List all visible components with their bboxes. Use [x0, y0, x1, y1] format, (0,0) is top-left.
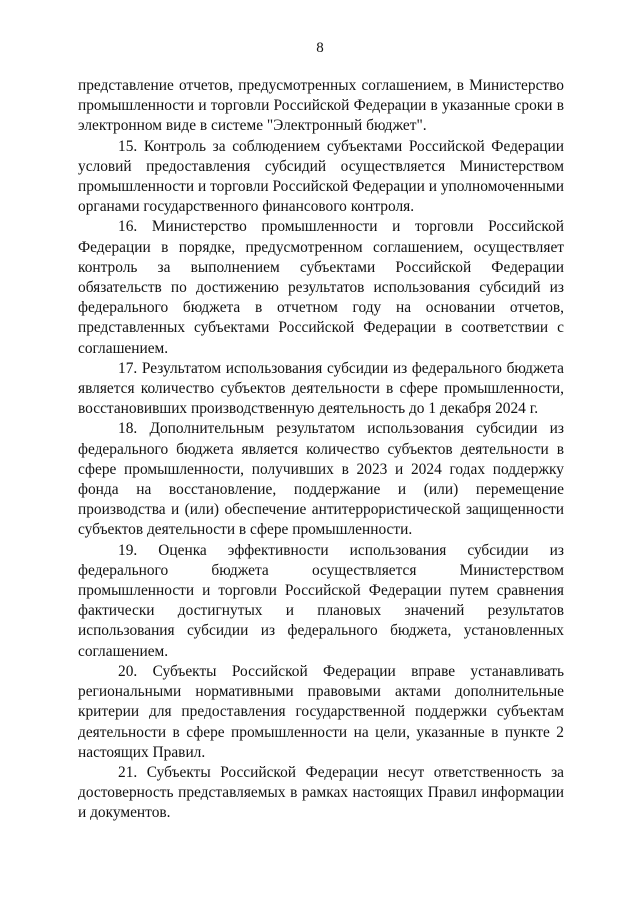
page-number: 8 [316, 40, 324, 56]
paragraph-15: 15. Контроль за соблюдением субъектами Российской Федерации условий предоставления субсидий осуществляется Министерством промышленности и торговли Российской Федерации и уполномоченными органами государственного финансового контроля. [78, 137, 564, 216]
paragraph-18: 18. Дополнительным результатом использования субсидии из федерального бюджета является количество субъектов деятельности в сфере промышленности, получивших в 2023 и 2024 годах поддержку фонда на восстановление, поддержание и (или) перемещение производства и (или) обеспечение антитеррористической защищенности субъектов деятельности в сфере промышленности. [78, 420, 564, 539]
paragraph-16: 16. Министерство промышленности и торговли Российской Федерации в порядке, предусмотренном соглашением, осуществляет контроль за выполнением субъектами Российской Федерации обязательств по достижению результатов использования субсидий из федерального бюджета в отчетном году на основании отчетов, представленных субъектами Российской Федерации в соответствии с соглашением. [78, 218, 564, 357]
paragraph-19: 19. Оценка эффективности использования субсидии из федерального бюджета осуществляется Министерством промышленности и торговли Российской Федерации путем сравнения фактически достигнутых и плановых значений результатов использования субсидии из федерального бюджета, установленных соглашением. [78, 541, 564, 660]
paragraph-continuation: представление отчетов, предусмотренных соглашением, в Министерство промышленности и торговли Российской Федерации в указанные сроки в электронном виде в системе "Электронный бюджет". [78, 77, 564, 135]
paragraph-20: 20. Субъекты Российской Федерации вправе устанавливать региональными нормативными правовыми актами дополнительные критерии для предоставления государственной поддержки субъектам деятельности в сфере промышленности на цели, указанные в пункте 2 настоящих Правил. [78, 662, 564, 761]
paragraph-21: 21. Субъекты Российской Федерации несут ответственность за достоверность представляемых в рамках настоящих Правил информации и документов. [78, 763, 564, 822]
document-body [78, 76, 564, 824]
paragraph-17: 17. Результатом использования субсидии из федерального бюджета является количество субъектов деятельности в сфере промышленности, восстановивших производственную деятельность до 1 декабря 2024 г. [78, 359, 564, 418]
